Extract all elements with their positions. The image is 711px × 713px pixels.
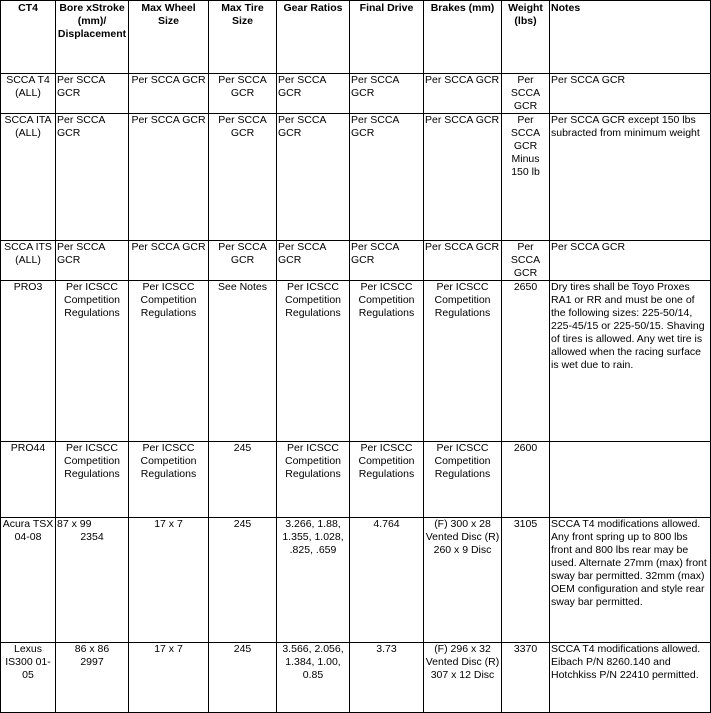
cell-bore: Per SCCA GCR	[56, 241, 129, 281]
cell-bore	[56, 643, 129, 713]
cell-bore: Per SCCA GCR	[56, 114, 129, 241]
cell-weight: 3105	[502, 518, 550, 643]
cell-wheel: 17 x 7	[129, 643, 209, 713]
header-weight-line1: Weight	[508, 2, 543, 14]
cell-tire: Per SCCA GCR	[209, 74, 277, 114]
header-gear-ratios: Gear Ratios	[277, 1, 350, 74]
cell-tire: 245	[209, 518, 277, 643]
cell-class: Lexus IS300 01-05	[1, 643, 56, 713]
cell-wheel: Per SCCA GCR	[129, 114, 209, 241]
cell-bore-line1: 87 x 99	[57, 518, 92, 530]
cell-brakes: Per ICSCC Competition Regulations	[424, 281, 502, 442]
header-bore-line1: Bore xStroke	[59, 2, 125, 14]
cell-notes	[550, 442, 711, 518]
cell-wheel: Per SCCA GCR	[129, 241, 209, 281]
header-final-drive: Final Drive	[350, 1, 424, 74]
cell-brakes: Per SCCA GCR	[424, 114, 502, 241]
cell-weight: Per SCCA GCR	[502, 74, 550, 114]
cell-final: Per SCCA GCR	[350, 74, 424, 114]
table-row	[1, 241, 711, 281]
header-ct4: CT4	[1, 1, 56, 74]
cell-final: Per SCCA GCR	[350, 114, 424, 241]
header-max-wheel-size: Max Wheel Size	[129, 1, 209, 74]
cell-notes: Per SCCA GCR	[550, 74, 711, 114]
cell-wheel: Per SCCA GCR	[129, 74, 209, 114]
cell-bore-line1: 86 x 86	[74, 643, 110, 655]
cell-wheel: Per ICSCC Competition Regulations	[129, 442, 209, 518]
table-row	[1, 114, 711, 241]
table-row	[1, 518, 711, 643]
cell-tire: Per SCCA GCR	[209, 241, 277, 281]
cell-tire: Per SCCA GCR	[209, 114, 277, 241]
cell-notes: SCCA T4 modifications allowed. Eibach P/N 8260.140 and Hotchkiss P/N 22410 permitted.	[550, 643, 711, 713]
cell-final: Per ICSCC Competition Regulations	[350, 281, 424, 442]
cell-gear: Per ICSCC Competition Regulations	[277, 442, 350, 518]
cell-wheel: 17 x 7	[129, 518, 209, 643]
header-bore-line2: (mm)/	[77, 15, 107, 27]
header-notes: Notes	[550, 1, 711, 74]
cell-gear: Per SCCA GCR	[277, 114, 350, 241]
cell-bore: Per ICSCC Competition Regulations	[56, 442, 129, 518]
cell-notes: SCCA T4 modifications allowed. Any front spring up to 800 lbs front and 800 lbs rear may be used. Alternate 27mm (max) front sway bar permitted. 32mm (max) OEM configuration and style rear sway bar permitted.	[550, 518, 711, 643]
cell-gear: Per ICSCC Competition Regulations	[277, 281, 350, 442]
header-bore-stroke	[56, 1, 129, 74]
cell-brakes: Per SCCA GCR	[424, 74, 502, 114]
cell-gear: 3.266, 1.88, 1.355, 1.028, .825, .659	[277, 518, 350, 643]
header-row	[1, 1, 711, 74]
header-weight-line2: (lbs)	[514, 15, 537, 27]
cell-gear: Per SCCA GCR	[277, 74, 350, 114]
cell-weight: 2600	[502, 442, 550, 518]
table-row	[1, 442, 711, 518]
cell-bore-line2: 2997	[80, 656, 104, 668]
header-max-tire-size: Max Tire Size	[209, 1, 277, 74]
cell-class: SCCA T4 (ALL)	[1, 74, 56, 114]
cell-bore	[56, 518, 129, 643]
cell-final: Per SCCA GCR	[350, 241, 424, 281]
cell-tire: 245	[209, 442, 277, 518]
cell-bore: Per SCCA GCR	[56, 74, 129, 114]
cell-brakes: Per ICSCC Competition Regulations	[424, 442, 502, 518]
cell-weight: Per SCCA GCR Minus 150 lb	[502, 114, 550, 241]
cell-final: 3.73	[350, 643, 424, 713]
header-brakes: Brakes (mm)	[424, 1, 502, 74]
cell-notes: Dry tires shall be Toyo Proxes RA1 or RR and must be one of the following sizes: 225-50/14, 225-45/15 or 225-50/15. Shaving of tires is allowed. Any wet tire is allowed when the racing surface is wet due to rain.	[550, 281, 711, 442]
cell-tire: See Notes	[209, 281, 277, 442]
cell-notes: Per SCCA GCR except 150 lbs subracted from minimum weight	[550, 114, 711, 241]
cell-tire: 245	[209, 643, 277, 713]
cell-brakes: (F) 296 x 32 Vented Disc (R) 307 x 12 Disc	[424, 643, 502, 713]
cell-wheel: Per ICSCC Competition Regulations	[129, 281, 209, 442]
table-row	[1, 74, 711, 114]
cell-class: Acura TSX 04-08	[1, 518, 56, 643]
cell-weight: Per SCCA GCR	[502, 241, 550, 281]
header-bore-line3: Displacement	[57, 28, 127, 40]
cell-bore-line2: 2354	[80, 531, 104, 543]
cell-gear: 3.566, 2.056, 1.384, 1.00, 0.85	[277, 643, 350, 713]
cell-bore: Per ICSCC Competition Regulations	[56, 281, 129, 442]
cell-class: SCCA ITA (ALL)	[1, 114, 56, 241]
cell-weight: 3370	[502, 643, 550, 713]
table-row	[1, 643, 711, 713]
cell-class: SCCA ITS (ALL)	[1, 241, 56, 281]
table-row	[1, 281, 711, 442]
cell-notes: Per SCCA GCR	[550, 241, 711, 281]
cell-gear: Per SCCA GCR	[277, 241, 350, 281]
header-weight	[502, 1, 550, 74]
cell-weight: 2650	[502, 281, 550, 442]
cell-brakes: Per SCCA GCR	[424, 241, 502, 281]
cell-final: Per ICSCC Competition Regulations	[350, 442, 424, 518]
cell-class: PRO44	[1, 442, 56, 518]
cell-final: 4.764	[350, 518, 424, 643]
cell-brakes: (F) 300 x 28 Vented Disc (R) 260 x 9 Disc	[424, 518, 502, 643]
cell-class: PRO3	[1, 281, 56, 442]
